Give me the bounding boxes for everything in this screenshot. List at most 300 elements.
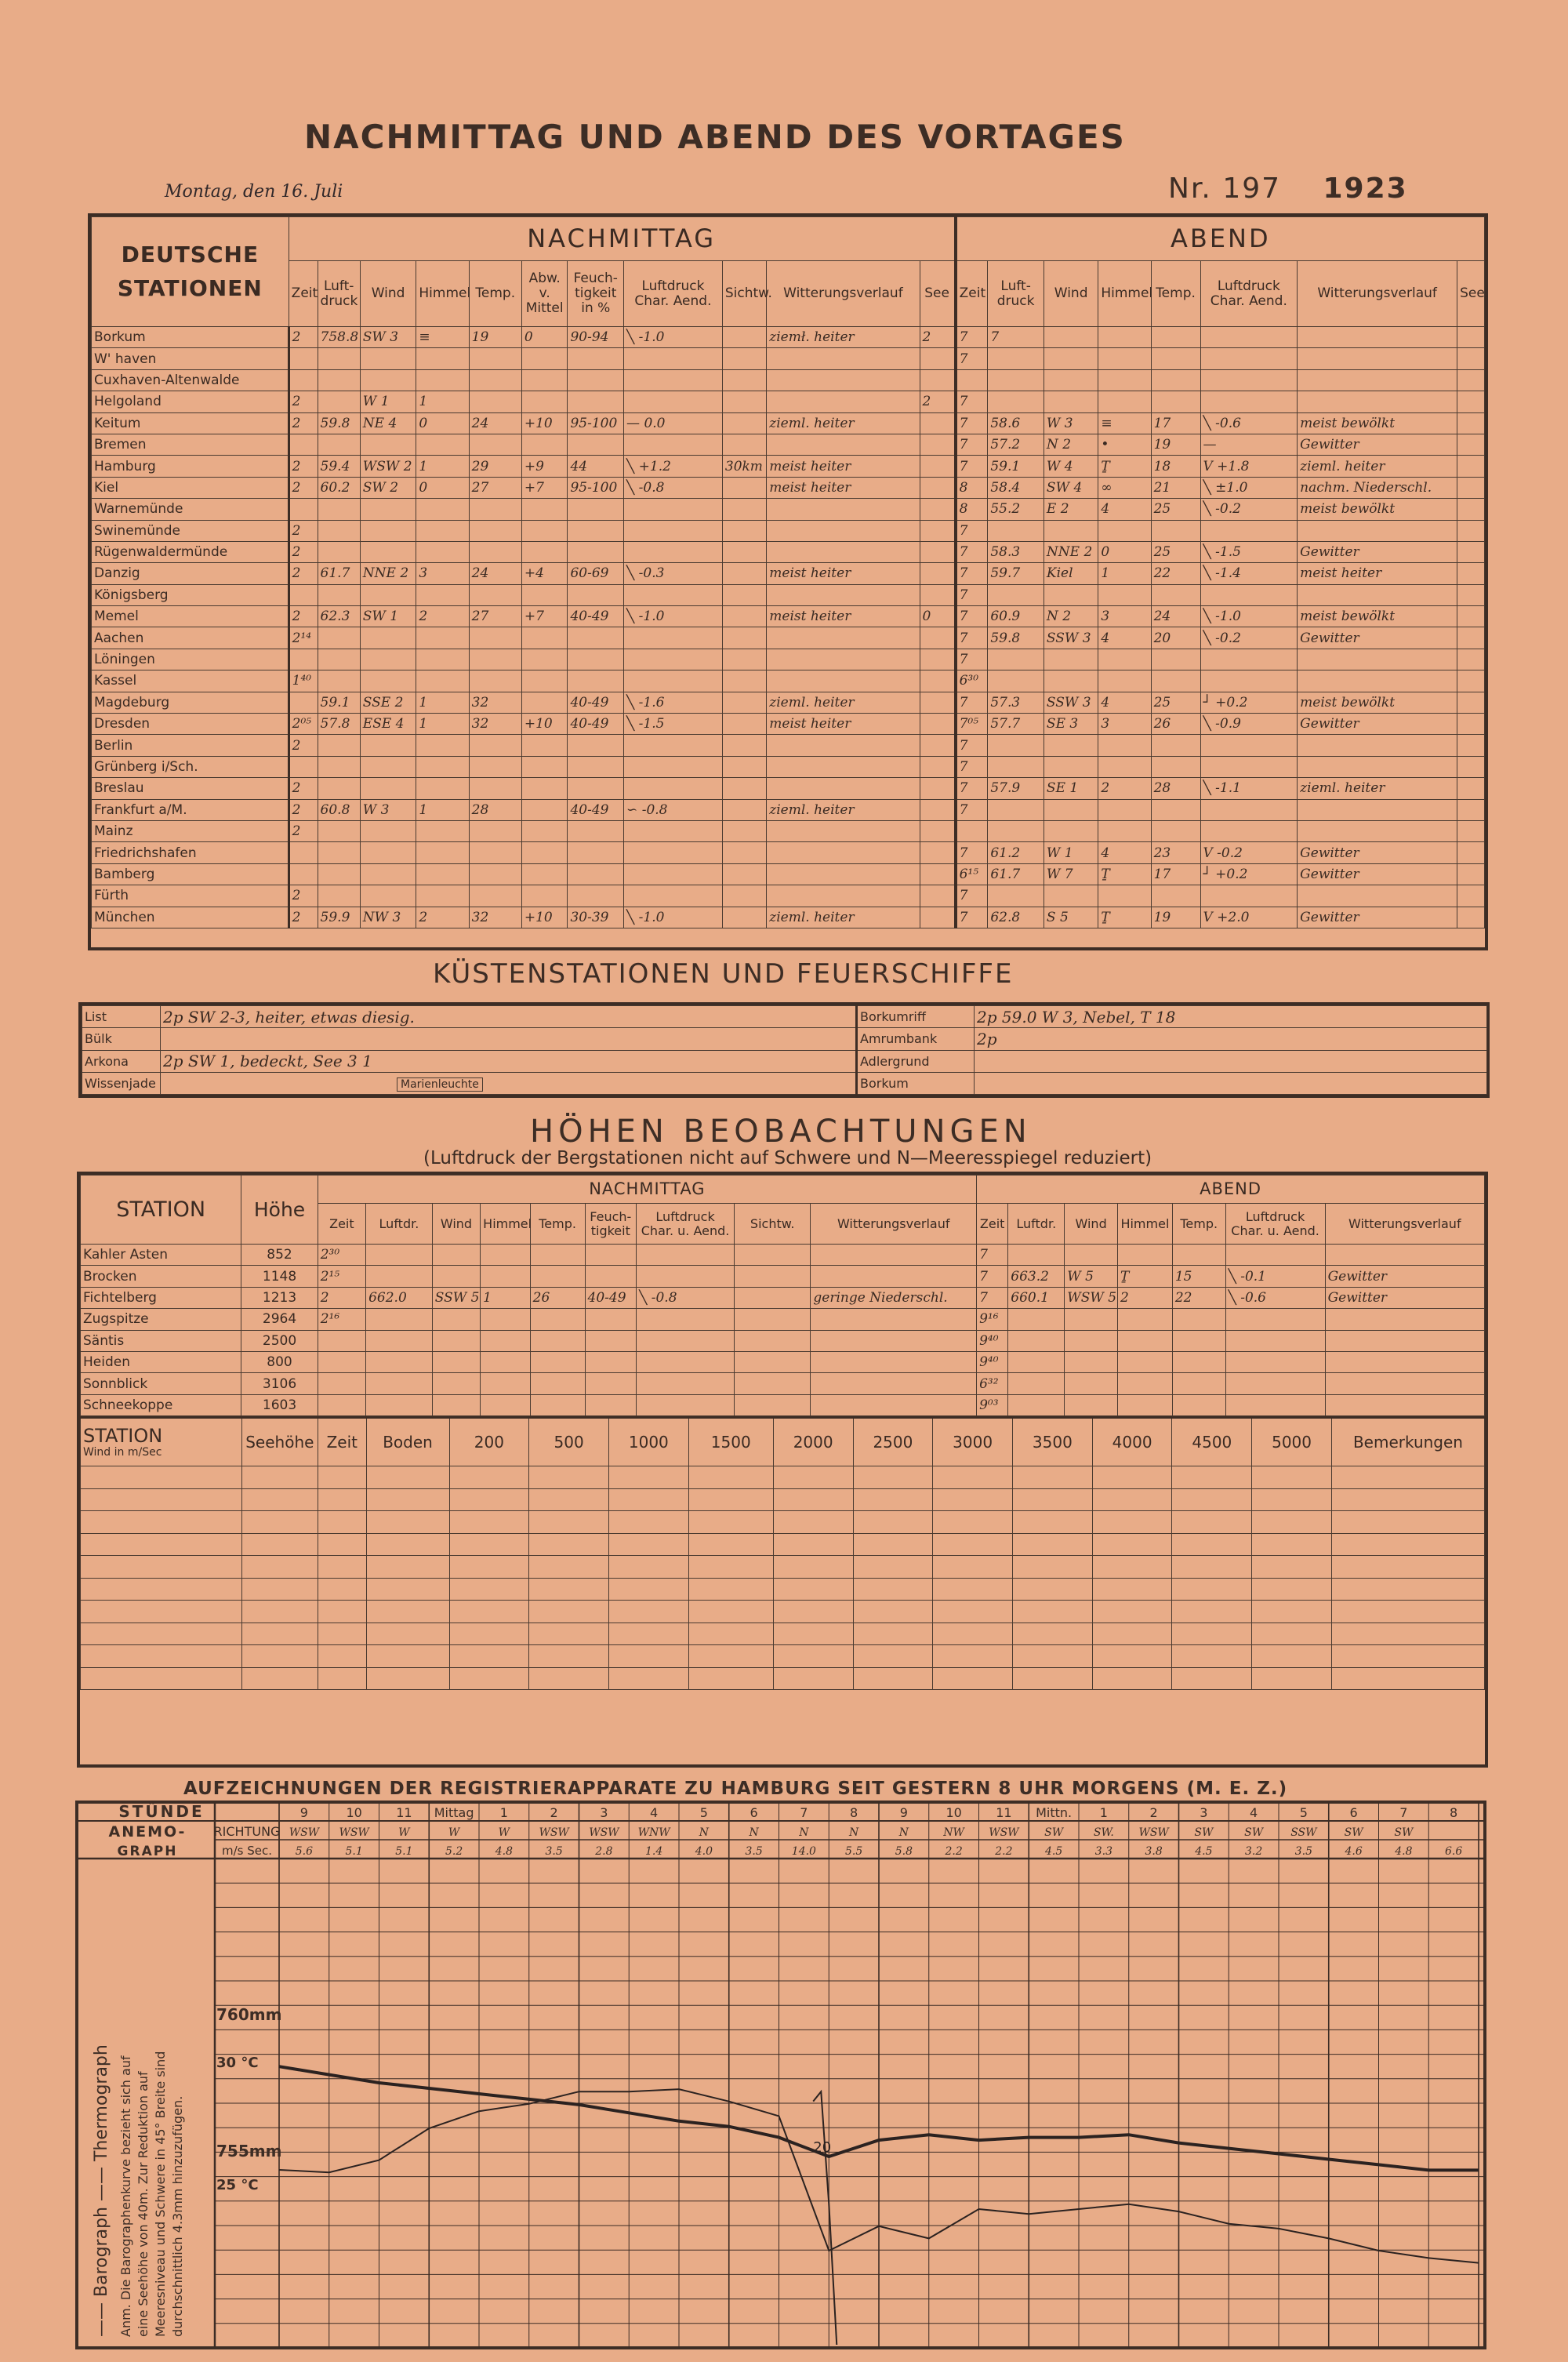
richtung-cell: WSW: [989, 1826, 1019, 1839]
evening-cell: [1200, 820, 1298, 841]
wind-cell: [1172, 1623, 1252, 1645]
afternoon-cell: [469, 670, 521, 692]
afternoon-cell: [416, 369, 469, 391]
wind-cell: [608, 1623, 688, 1645]
afternoon-cell: [568, 541, 624, 562]
afternoon-cell: 2: [416, 907, 469, 928]
afternoon-cell: 0: [416, 412, 469, 434]
evening-cell: Gewitter: [1298, 907, 1457, 928]
station-name: Kassel: [92, 670, 289, 692]
afternoon-cell: [360, 756, 416, 777]
evening-cell: 7: [956, 327, 988, 348]
wind-cell: [1013, 1556, 1093, 1579]
evening-cell: 7⁰⁵: [956, 714, 988, 735]
afternoon-cell: [318, 348, 360, 369]
nr-value: 197: [1222, 173, 1282, 205]
evening-cell: 7: [956, 391, 988, 412]
evening-cell: [1200, 391, 1298, 412]
afternoon-cell: [920, 885, 956, 907]
hoehen-afternoon-cell: [585, 1245, 637, 1266]
afternoon-cell: [416, 756, 469, 777]
afternoon-cell: [416, 885, 469, 907]
wind-cell: [366, 1645, 449, 1668]
afternoon-cell: [722, 584, 766, 605]
richtung-cell: WSW: [1138, 1826, 1169, 1839]
year: 1923: [1323, 173, 1408, 205]
afternoon-cell: ╲ -1.0: [624, 907, 723, 928]
evening-cell: Ṯ: [1098, 907, 1151, 928]
richtung-cell: SSW: [1290, 1826, 1317, 1839]
hoehen-afternoon-cell: [811, 1394, 977, 1415]
wind-cell: [1252, 1533, 1332, 1556]
hoehen-afternoon-cell: [811, 1373, 977, 1394]
afternoon-cell: [318, 649, 360, 670]
evening-cell: 7: [956, 756, 988, 777]
afternoon-cell: [722, 348, 766, 369]
evening-cell: [1457, 842, 1485, 863]
hoehen-afternoon-cell: [735, 1394, 811, 1415]
hoehen-afternoon-cell: [481, 1351, 531, 1372]
station-row: [92, 606, 1485, 627]
afternoon-cell: 19: [469, 327, 521, 348]
evening-cell: [1457, 520, 1485, 541]
afternoon-cell: +10: [521, 907, 568, 928]
evening-cell: [1298, 391, 1457, 412]
evening-cell: [1151, 391, 1200, 412]
evening-cell: [1098, 391, 1151, 412]
coastal-row: [82, 1006, 1487, 1028]
evening-cell: 25: [1151, 541, 1200, 562]
evening-cell: [1098, 885, 1151, 907]
evening-cell: [1200, 756, 1298, 777]
afternoon-cell: [920, 541, 956, 562]
evening-cell: ┘ +0.2: [1200, 692, 1298, 713]
station-row: [92, 756, 1485, 777]
station-name: Frankfurt a/M.: [92, 799, 289, 820]
afternoon-cell: [360, 584, 416, 605]
hoehen-evening-cell: Ṯ: [1118, 1266, 1173, 1287]
station-row: [92, 820, 1485, 841]
afternoon-cell: [767, 434, 920, 455]
station-name: Danzig: [92, 563, 289, 584]
evening-cell: 19: [1151, 907, 1200, 928]
wind-cell: [933, 1466, 1013, 1489]
wind-cell: [608, 1667, 688, 1690]
afternoon-cell: [289, 369, 318, 391]
station-row: [92, 735, 1485, 756]
afternoon-cell: [318, 627, 360, 649]
afternoon-cell: [521, 863, 568, 885]
station-name: Berlin: [92, 735, 289, 756]
wind-cell: [933, 1667, 1013, 1690]
afternoon-cell: [722, 907, 766, 928]
nr-label: Nr.: [1168, 173, 1212, 205]
coastal-right-label: Borkum: [857, 1072, 975, 1094]
afternoon-cell: ╲ -1.6: [624, 692, 723, 713]
afternoon-cell: [360, 499, 416, 520]
hoehen-evening-cell: [1065, 1309, 1118, 1330]
wind-cell: [81, 1511, 242, 1534]
afternoon-cell: 2¹⁴: [289, 627, 318, 649]
afternoon-cell: [722, 499, 766, 520]
afternoon-cell: [568, 434, 624, 455]
afternoon-cell: 2: [289, 391, 318, 412]
wind-cell: [1013, 1601, 1093, 1623]
hoehen-evening-cell: [1172, 1245, 1225, 1266]
evening-cell: [1298, 584, 1457, 605]
hoehen-evening-cell: [1172, 1373, 1225, 1394]
hour-label: 10: [346, 1805, 362, 1820]
speed-cell: 5.1: [345, 1845, 363, 1858]
hoehen-afternoon-cell: 2: [318, 1287, 365, 1308]
wind-cell: [1092, 1578, 1172, 1601]
station-name: Hamburg: [92, 456, 289, 477]
station-row: [92, 434, 1485, 455]
hoehen-afternoon-col-8: Witterungsverlauf: [811, 1204, 977, 1245]
afternoon-cell: [289, 692, 318, 713]
afternoon-cell: meist heiter: [767, 456, 920, 477]
afternoon-cell: 60.8: [318, 799, 360, 820]
hoehen-station: Sonnblick: [81, 1373, 241, 1394]
afternoon-cell: 29: [469, 456, 521, 477]
hoehen-afternoon-cell: [481, 1373, 531, 1394]
hour-label: 1: [1099, 1805, 1108, 1820]
wind-col-5: 1000: [608, 1418, 688, 1466]
hoehen-evening-cell: [1225, 1309, 1325, 1330]
evening-cell: meist bewölkt: [1298, 412, 1457, 434]
wind-cell: [529, 1623, 609, 1645]
speed-cell: 4.6: [1345, 1845, 1363, 1858]
wind-col-12: 4500: [1172, 1418, 1252, 1466]
evening-cell: •: [1098, 434, 1151, 455]
afternoon-cell: 59.8: [318, 412, 360, 434]
afternoon-cell: +7: [521, 606, 568, 627]
evening-cell: [1098, 327, 1151, 348]
hoehen-afternoon-cell: [585, 1394, 637, 1415]
wind-cell: [81, 1488, 242, 1511]
evening-col-5: Luftdruck Char. Aend.: [1200, 261, 1298, 327]
evening-cell: ∞: [1098, 477, 1151, 498]
hoehen-afternoon-header: NACHMITTAG: [318, 1176, 976, 1204]
coastal-right-entry: [975, 1072, 1487, 1094]
wind-col-14: Bemerkungen: [1331, 1418, 1484, 1466]
afternoon-cell: ╲ -1.5: [624, 714, 723, 735]
speed-cell: 14.0: [791, 1845, 816, 1858]
evening-cell: [1044, 348, 1098, 369]
hour-label: 2: [1149, 1805, 1158, 1820]
wind-cell: [933, 1623, 1013, 1645]
hour-label: 2: [550, 1805, 558, 1820]
wind-row: [81, 1578, 1485, 1601]
afternoon-cell: [521, 820, 568, 841]
afternoon-cell: [521, 692, 568, 713]
evening-cell: Gewitter: [1298, 541, 1457, 562]
evening-cell: 7: [956, 735, 988, 756]
hoehen-evening-col-3: Himmel: [1118, 1204, 1173, 1245]
afternoon-cell: 2: [289, 327, 318, 348]
wind-cell: [608, 1556, 688, 1579]
afternoon-cell: [360, 842, 416, 863]
evening-cell: [1457, 756, 1485, 777]
hoehen-evening-cell: [1325, 1245, 1484, 1266]
evening-cell: 17: [1151, 863, 1200, 885]
evening-cell: meist bewölkt: [1298, 692, 1457, 713]
evening-cell: SW 4: [1044, 477, 1098, 498]
evening-cell: [1298, 649, 1457, 670]
afternoon-cell: 2: [289, 541, 318, 562]
wind-col-0: Seehöhe: [241, 1418, 318, 1466]
richtung-cell: W: [498, 1826, 510, 1839]
anemo-label-2: GRAPH: [117, 1844, 178, 1859]
afternoon-cell: [722, 627, 766, 649]
afternoon-cell: 2: [289, 563, 318, 584]
afternoon-cell: [767, 348, 920, 369]
evening-cell: [1098, 649, 1151, 670]
wind-cell: [1013, 1488, 1093, 1511]
afternoon-cell: ╲ +1.2: [624, 456, 723, 477]
evening-cell: [1098, 756, 1151, 777]
coastal-right-label: Borkumriff: [857, 1006, 975, 1028]
wind-cell: [933, 1488, 1013, 1511]
richtung-cell: N: [799, 1826, 809, 1839]
afternoon-cell: 3: [416, 563, 469, 584]
afternoon-cell: 40-49: [568, 799, 624, 820]
wind-cell: [688, 1556, 773, 1579]
hoehen-afternoon-cell: SSW 5: [432, 1287, 480, 1308]
hoehen-frame: [77, 1172, 1488, 1768]
hoehen-evening-cell: 9⁴⁰: [977, 1351, 1008, 1372]
station-name: Aachen: [92, 627, 289, 649]
afternoon-cell: [469, 520, 521, 541]
station-name: Rügenwaldermünde: [92, 541, 289, 562]
evening-cell: [1298, 327, 1457, 348]
speed-cell: 4.0: [695, 1845, 713, 1858]
wind-cell: [1092, 1488, 1172, 1511]
evening-cell: 25: [1151, 692, 1200, 713]
afternoon-cell: [568, 348, 624, 369]
richtung-cell: SW: [1044, 1826, 1064, 1839]
hoehen-afternoon-cell: [735, 1287, 811, 1308]
afternoon-cell: [360, 369, 416, 391]
afternoon-cell: +4: [521, 563, 568, 584]
afternoon-cell: [624, 756, 723, 777]
evening-cell: 7: [956, 541, 988, 562]
afternoon-cell: [767, 541, 920, 562]
afternoon-cell: [624, 348, 723, 369]
station-name: Kiel: [92, 477, 289, 498]
afternoon-cell: [469, 735, 521, 756]
afternoon-cell: meist heiter: [767, 606, 920, 627]
afternoon-cell: [920, 735, 956, 756]
coastal-title: KÜSTENSTATIONEN UND FEUERSCHIFFE: [433, 958, 1014, 990]
wind-cell: [773, 1556, 853, 1579]
afternoon-cell: [568, 735, 624, 756]
hoehen-afternoon-cell: [735, 1309, 811, 1330]
afternoon-cell: W 1: [360, 391, 416, 412]
afternoon-cell: [289, 649, 318, 670]
hoehen-hoehe: 852: [241, 1245, 318, 1266]
wind-row: [81, 1466, 1485, 1489]
hour-label: 8: [850, 1805, 858, 1820]
side-note-line: Meeresniveau und Schwere in 45° Breite sind: [153, 2051, 168, 2337]
hoehen-afternoon-cell: [637, 1351, 735, 1372]
evening-cell: 4: [1098, 842, 1151, 863]
evening-cell: 7: [988, 327, 1044, 348]
afternoon-cell: [722, 692, 766, 713]
afternoon-cell: +9: [521, 456, 568, 477]
afternoon-cell: 40-49: [568, 714, 624, 735]
hoehen-evening-cell: [1065, 1351, 1118, 1372]
afternoon-cell: [920, 584, 956, 605]
afternoon-cell: NW 3: [360, 907, 416, 928]
evening-cell: [1457, 477, 1485, 498]
hoehen-afternoon-cell: [366, 1245, 433, 1266]
station-name: Dresden: [92, 714, 289, 735]
afternoon-cell: +10: [521, 714, 568, 735]
evening-cell: [1200, 327, 1298, 348]
afternoon-cell: 90-94: [568, 327, 624, 348]
afternoon-cell: [360, 778, 416, 799]
evening-cell: [1457, 499, 1485, 520]
wind-row: [81, 1623, 1485, 1645]
wind-cell: [529, 1533, 609, 1556]
hoehen-afternoon-col-6: Luftdruck Char. u. Aend.: [637, 1204, 735, 1245]
station-row: [92, 477, 1485, 498]
richtung-cell: WSW: [539, 1826, 569, 1839]
hoehen-hoehe: 1603: [241, 1394, 318, 1415]
afternoon-cell: 2: [920, 391, 956, 412]
evening-cell: [1457, 714, 1485, 735]
afternoon-cell: [624, 391, 723, 412]
hour-label: 8: [1450, 1805, 1458, 1820]
station-row: [92, 692, 1485, 713]
wind-cell: [688, 1466, 773, 1489]
coastal-row: [82, 1050, 1487, 1072]
evening-cell: [1044, 327, 1098, 348]
date-line: Montag, den 16. Juli: [165, 182, 343, 202]
evening-cell: ╲ -0.9: [1200, 714, 1298, 735]
evening-cell: NNE 2: [1044, 541, 1098, 562]
hoehen-evening-cell: [1325, 1351, 1484, 1372]
afternoon-cell: [469, 649, 521, 670]
hoehen-afternoon-cell: [585, 1351, 637, 1372]
evening-cell: 26: [1151, 714, 1200, 735]
afternoon-cell: [722, 520, 766, 541]
evening-col-7: See: [1457, 261, 1485, 327]
wind-cell: [1013, 1623, 1093, 1645]
hoehen-afternoon-cell: [481, 1245, 531, 1266]
evening-cell: 21: [1151, 477, 1200, 498]
afternoon-cell: [416, 670, 469, 692]
afternoon-cell: [624, 670, 723, 692]
hoehen-hoehe: 3106: [241, 1373, 318, 1394]
station-name: Friedrichshafen: [92, 842, 289, 863]
evening-col-0: Zeit: [956, 261, 988, 327]
afternoon-cell: [521, 627, 568, 649]
hoehen-table: [80, 1175, 1485, 1416]
hoehen-station: Brocken: [81, 1266, 241, 1287]
station-row: [92, 714, 1485, 735]
evening-cell: 20: [1151, 627, 1200, 649]
afternoon-cell: [568, 756, 624, 777]
afternoon-cell: [767, 391, 920, 412]
wind-cell: [1013, 1667, 1093, 1690]
afternoon-cell: 60-69: [568, 563, 624, 584]
evening-cell: 19: [1151, 434, 1200, 455]
evening-cell: 7: [956, 606, 988, 627]
wind-cell: [1252, 1466, 1332, 1489]
hoehen-afternoon-cell: [432, 1266, 480, 1287]
afternoon-cell: [416, 778, 469, 799]
page-title: NACHMITTAG UND ABEND DES VORTAGES: [304, 118, 1126, 156]
afternoon-cell: [624, 584, 723, 605]
afternoon-cell: WSW 2: [360, 456, 416, 477]
afternoon-cell: 59.4: [318, 456, 360, 477]
hoehen-afternoon-cell: [481, 1394, 531, 1415]
hoehen-row: [81, 1309, 1485, 1330]
speed-cell: 5.2: [445, 1845, 463, 1858]
coastal-left-entry: 2p SW 2-3, heiter, etwas diesig.: [161, 1006, 857, 1028]
wind-cell: [366, 1578, 449, 1601]
wind-cell: [366, 1533, 449, 1556]
wind-cell: [933, 1533, 1013, 1556]
station-row: [92, 670, 1485, 692]
hoehen-evening-cell: [1325, 1309, 1484, 1330]
wind-cell: [366, 1601, 449, 1623]
evening-cell: [1098, 348, 1151, 369]
afternoon-cell: [416, 520, 469, 541]
wind-cell: [1092, 1556, 1172, 1579]
evening-cell: [1457, 391, 1485, 412]
evening-cell: 58.6: [988, 412, 1044, 434]
afternoon-cell: [767, 756, 920, 777]
evening-cell: V +1.8: [1200, 456, 1298, 477]
hoehen-afternoon-cell: [637, 1309, 735, 1330]
evening-cell: [1457, 907, 1485, 928]
hoehen-afternoon-cell: [481, 1309, 531, 1330]
evening-cell: 59.8: [988, 627, 1044, 649]
afternoon-cell: 27: [469, 477, 521, 498]
evening-cell: SE 3: [1044, 714, 1098, 735]
hoehen-afternoon-cell: 1: [481, 1287, 531, 1308]
afternoon-cell: zieml. heiter: [767, 907, 920, 928]
afternoon-cell: [318, 778, 360, 799]
afternoon-cell: meist heiter: [767, 563, 920, 584]
hoehen-evening-col-2: Wind: [1065, 1204, 1118, 1245]
evening-cell: 7: [956, 563, 988, 584]
wind-cell: [853, 1578, 933, 1601]
hour-label: 11: [996, 1805, 1012, 1820]
evening-cell: [956, 820, 988, 841]
hoehen-afternoon-cell: [318, 1330, 365, 1351]
evening-col-2: Wind: [1044, 261, 1098, 327]
station-row: [92, 412, 1485, 434]
station-row: [92, 456, 1485, 477]
afternoon-cell: [521, 649, 568, 670]
wind-cell: [1331, 1645, 1484, 1668]
wind-cell: [688, 1667, 773, 1690]
coastal-row: [82, 1072, 1487, 1094]
afternoon-cell: 27: [469, 606, 521, 627]
afternoon-cell: [722, 820, 766, 841]
evening-cell: 4: [1098, 499, 1151, 520]
evening-cell: [1044, 756, 1098, 777]
afternoon-cell: [624, 434, 723, 455]
evening-cell: [1457, 735, 1485, 756]
station-row: [92, 499, 1485, 520]
hoehen-afternoon-cell: [366, 1266, 433, 1287]
speed-cell: 3.3: [1094, 1845, 1113, 1858]
